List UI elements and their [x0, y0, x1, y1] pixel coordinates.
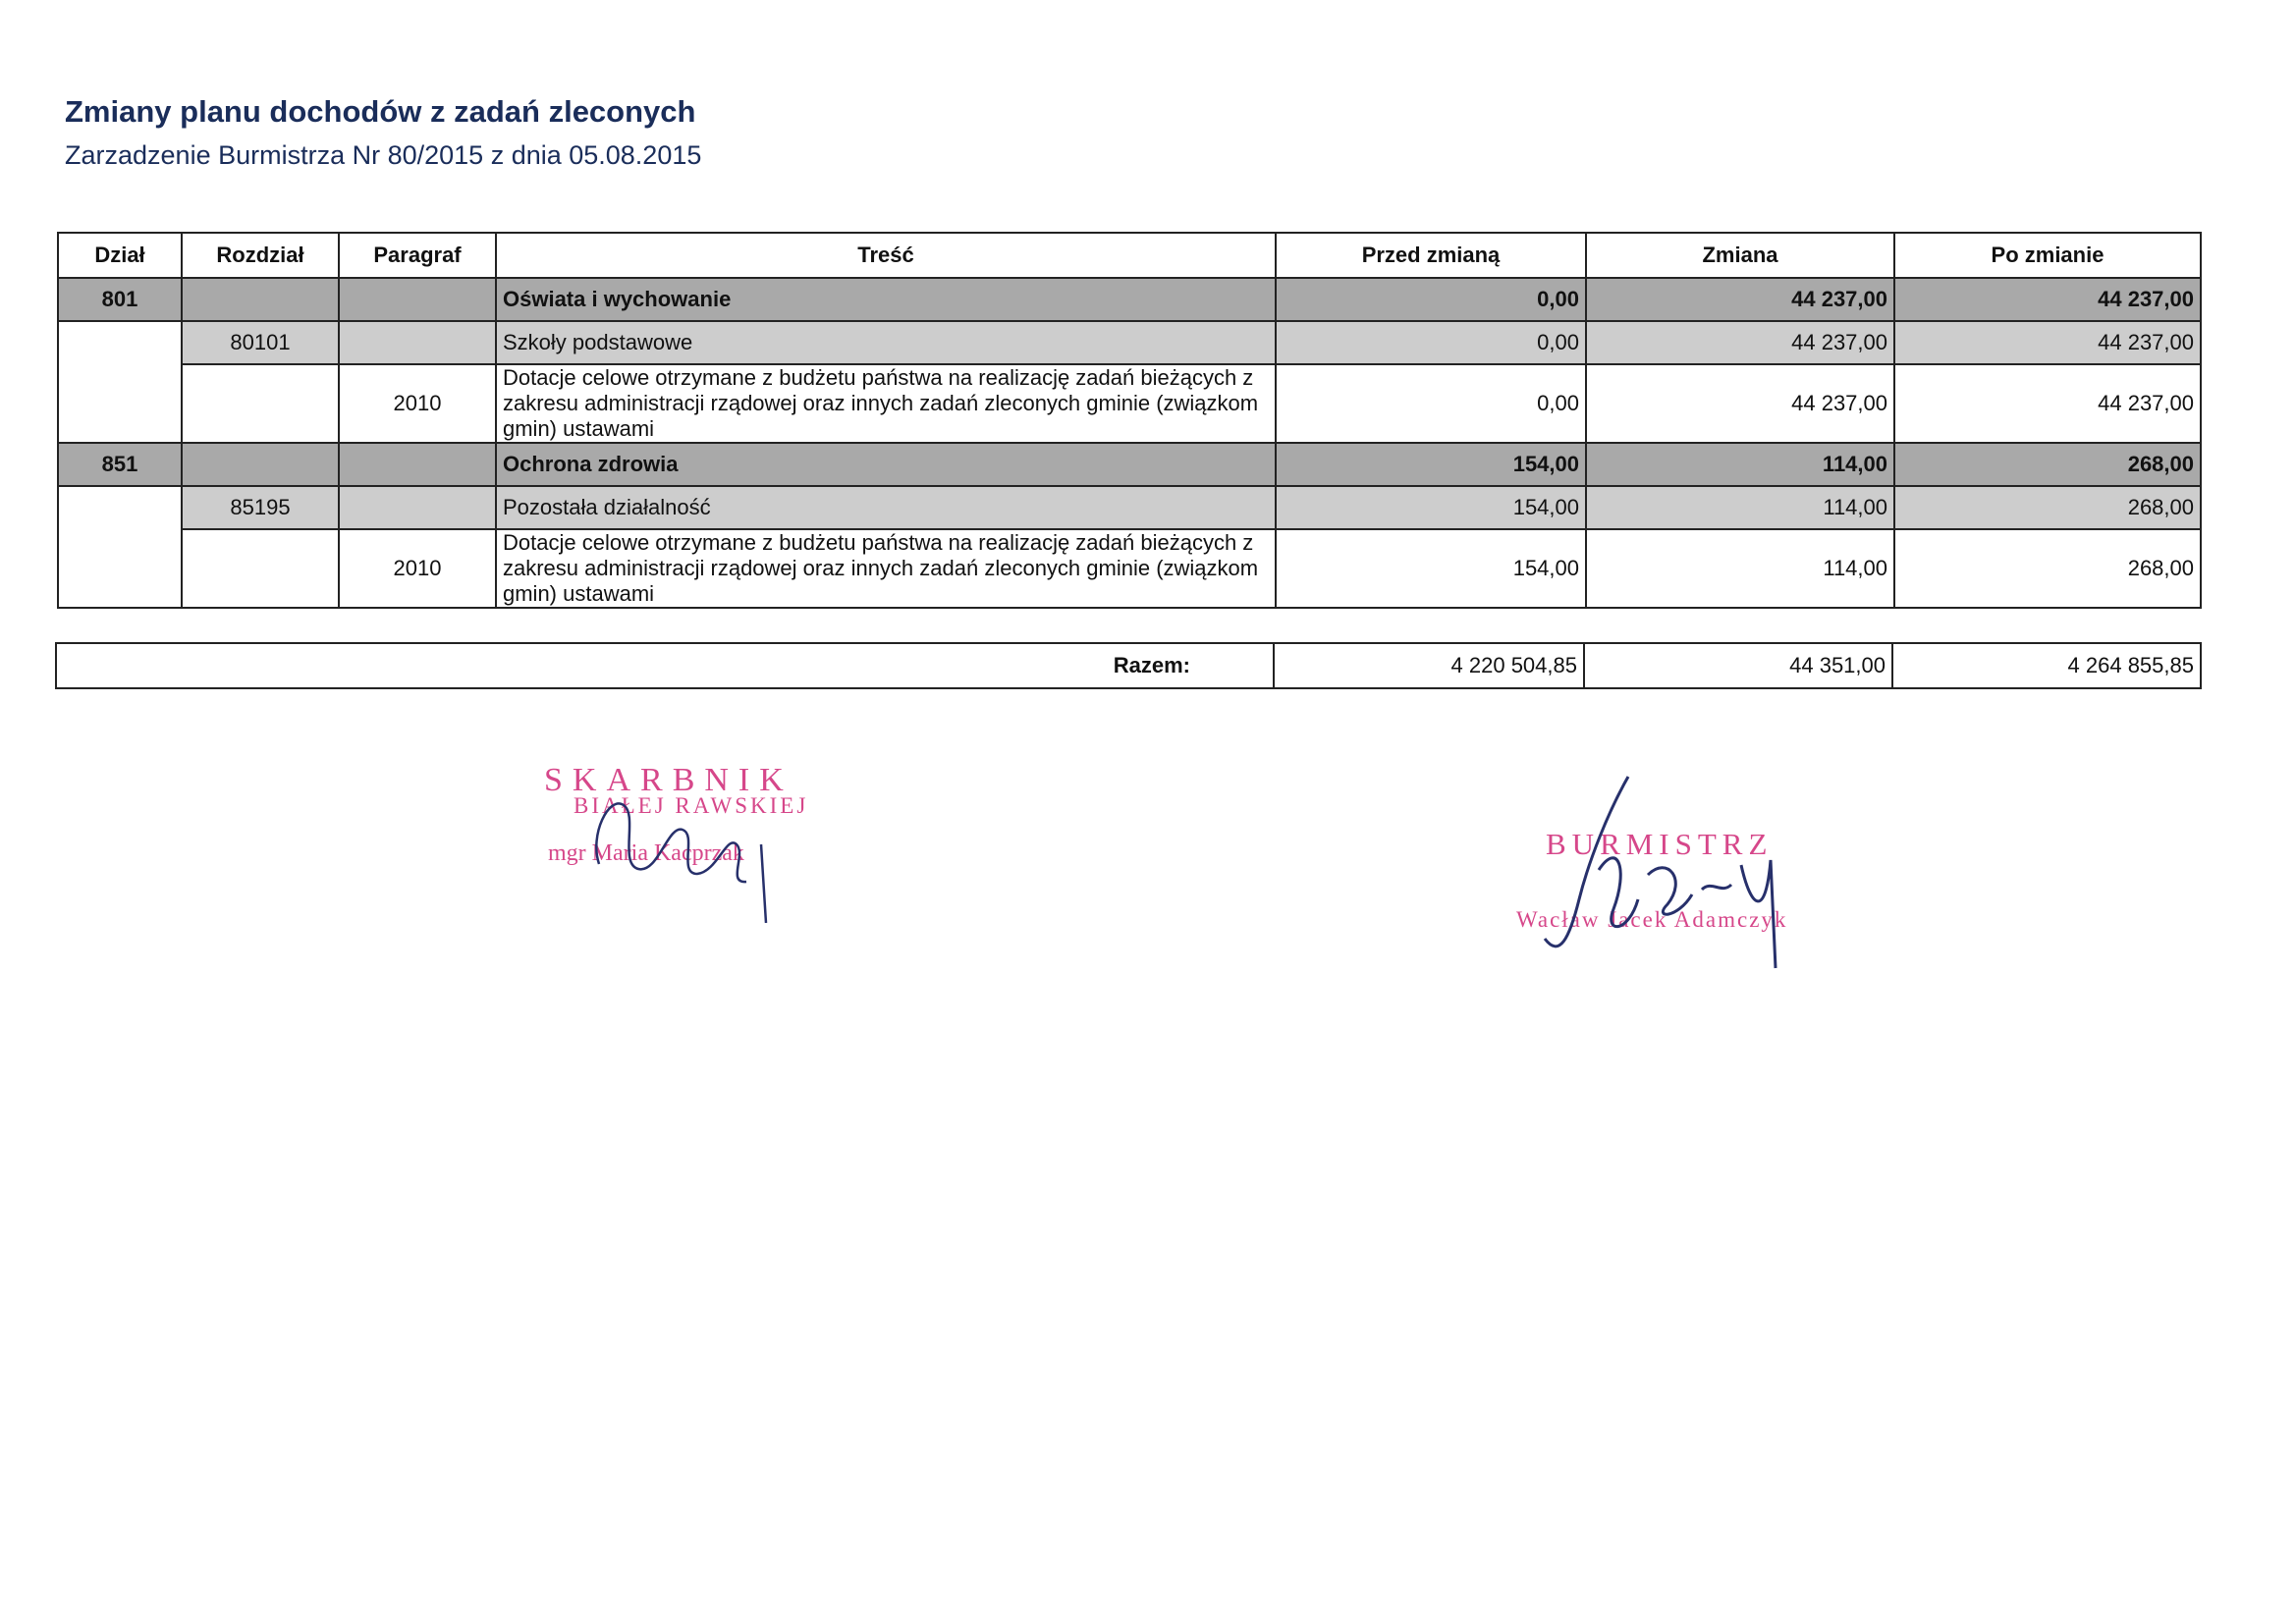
cell-paragraf: 2010: [339, 529, 496, 608]
cell-rozdzial: [182, 443, 339, 486]
table-row: [58, 364, 2201, 443]
table-row: [58, 443, 2201, 486]
cell-rozdzial: [182, 278, 339, 321]
cell-przed: 154,00: [1276, 443, 1586, 486]
cell-rozdzial: 85195: [182, 486, 339, 529]
col-header-rozdzial: Rozdział: [182, 233, 339, 278]
document-subtitle: Zarzadzenie Burmistrza Nr 80/2015 z dnia 05.08.2015: [65, 140, 702, 170]
cell-paragraf: [339, 443, 496, 486]
skarbnik-stamp-title: SKARBNIK: [544, 762, 793, 798]
table-row: [58, 529, 2201, 608]
cell-po: 44 237,00: [1894, 364, 2201, 443]
cell-przed: 0,00: [1276, 364, 1586, 443]
cell-przed: 154,00: [1276, 529, 1586, 608]
cell-zmiana: 44 237,00: [1586, 278, 1894, 321]
table-row: [58, 278, 2201, 321]
table-row: [58, 321, 2201, 364]
cell-przed: 0,00: [1276, 278, 1586, 321]
skarbnik-signature: [579, 776, 795, 923]
cell-zmiana: 44 237,00: [1586, 364, 1894, 443]
cell-zmiana: 44 237,00: [1586, 321, 1894, 364]
cell-paragraf: [339, 278, 496, 321]
burmistrz-stamp-title: BURMISTRZ: [1546, 827, 1774, 861]
cell-paragraf: [339, 486, 496, 529]
cell-rozdzial: [182, 364, 339, 443]
cell-po: 268,00: [1894, 443, 2201, 486]
document-title: Zmiany planu dochodów z zadań zleconych: [65, 94, 696, 129]
cell-paragraf: 2010: [339, 364, 496, 443]
col-header-zmiana: Zmiana: [1586, 233, 1894, 278]
cell-tresc: Pozostała działalność: [496, 486, 1276, 529]
burmistrz-stamp-name: Wacław Jacek Adamczyk: [1516, 907, 1788, 932]
summary-zmiana: 44 351,00: [1584, 643, 1892, 688]
cell-przed: 154,00: [1276, 486, 1586, 529]
summary-table: [55, 642, 2202, 689]
skarbnik-stamp-place: BIAŁEJ RAWSKIEJ: [574, 793, 809, 818]
cell-zmiana: 114,00: [1586, 486, 1894, 529]
cell-po: 44 237,00: [1894, 278, 2201, 321]
burmistrz-signature: [1520, 772, 1815, 988]
cell-dzial: [58, 486, 182, 608]
cell-dzial: 801: [58, 278, 182, 321]
cell-rozdzial: [182, 529, 339, 608]
cell-dzial: [58, 321, 182, 443]
cell-rozdzial: 80101: [182, 321, 339, 364]
income-changes-table: [57, 232, 2202, 609]
cell-po: 44 237,00: [1894, 321, 2201, 364]
col-header-tresc: Treść: [496, 233, 1276, 278]
cell-paragraf: [339, 321, 496, 364]
cell-tresc: Szkoły podstawowe: [496, 321, 1276, 364]
col-header-dzial: Dział: [58, 233, 182, 278]
cell-tresc: Ochrona zdrowia: [496, 443, 1276, 486]
skarbnik-stamp-name: mgr Maria Kacprzak: [548, 840, 744, 866]
summary-label: Razem:: [56, 643, 1274, 688]
table-header-row: [58, 233, 2201, 278]
col-header-po-zmianie: Po zmianie: [1894, 233, 2201, 278]
cell-tresc: Dotacje celowe otrzymane z budżetu państwa na realizację zadań bieżących z zakresu administracji rządowej oraz innych zadań zleconych gminie (związkom gmin) ustawami: [496, 529, 1276, 608]
col-header-przed-zmiana: Przed zmianą: [1276, 233, 1586, 278]
cell-po: 268,00: [1894, 486, 2201, 529]
summary-po: 4 264 855,85: [1892, 643, 2201, 688]
table-row: [58, 486, 2201, 529]
cell-zmiana: 114,00: [1586, 529, 1894, 608]
summary-row: [56, 643, 2201, 688]
cell-zmiana: 114,00: [1586, 443, 1894, 486]
cell-przed: 0,00: [1276, 321, 1586, 364]
cell-tresc: Oświata i wychowanie: [496, 278, 1276, 321]
cell-po: 268,00: [1894, 529, 2201, 608]
cell-dzial: 851: [58, 443, 182, 486]
cell-tresc: Dotacje celowe otrzymane z budżetu państwa na realizację zadań bieżących z zakresu administracji rządowej oraz innych zadań zleconych gminie (związkom gmin) ustawami: [496, 364, 1276, 443]
summary-przed: 4 220 504,85: [1274, 643, 1584, 688]
col-header-paragraf: Paragraf: [339, 233, 496, 278]
